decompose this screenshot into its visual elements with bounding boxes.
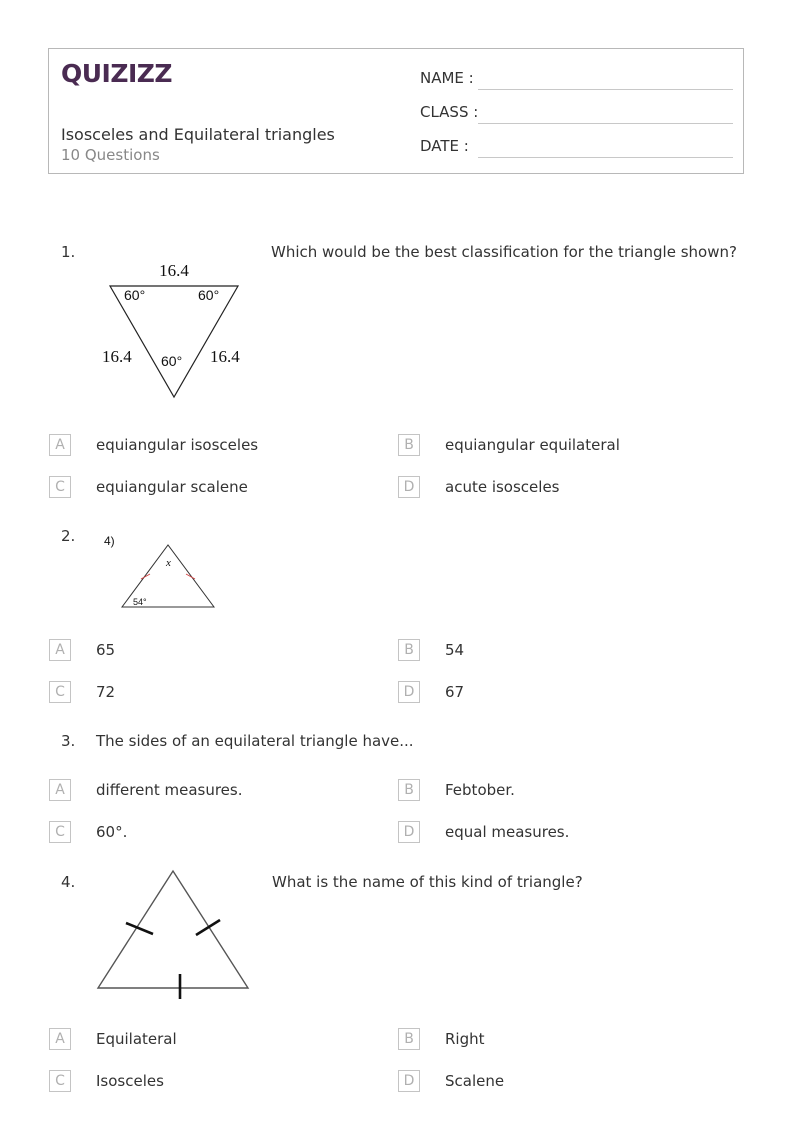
q1-option-d-letter[interactable]: D	[398, 476, 420, 498]
angle-bottom-label: 60°	[161, 353, 183, 369]
angle-top-right-label: 60°	[198, 287, 220, 303]
q2-option-d-text[interactable]: 67	[445, 683, 465, 701]
q2-option-a-letter[interactable]: A	[49, 639, 71, 661]
q3-option-c-letter[interactable]: C	[49, 821, 71, 843]
question-1-number: 1.	[61, 243, 76, 261]
q3-option-a-letter[interactable]: A	[49, 779, 71, 801]
name-line[interactable]	[478, 89, 733, 90]
problem-label: 4)	[104, 534, 115, 548]
q4-option-d-text[interactable]: Scalene	[445, 1072, 505, 1090]
question-count: 10 Questions	[61, 146, 160, 164]
question-1-figure	[95, 255, 265, 405]
q1-option-a-text[interactable]: equiangular isosceles	[96, 436, 259, 454]
date-line[interactable]	[478, 157, 733, 158]
date-label: DATE :	[420, 137, 469, 155]
right-side-tick	[196, 920, 220, 935]
class-label: CLASS :	[420, 103, 479, 121]
q2-option-b-text[interactable]: 54	[445, 641, 465, 659]
q3-option-d-letter[interactable]: D	[398, 821, 420, 843]
q3-option-b-text[interactable]: Febtober.	[445, 781, 515, 799]
q2-option-c-letter[interactable]: C	[49, 681, 71, 703]
q4-option-a-text[interactable]: Equilateral	[96, 1030, 177, 1048]
q3-option-a-text[interactable]: different measures.	[96, 781, 243, 799]
q2-option-d-letter[interactable]: D	[398, 681, 420, 703]
q1-option-a-letter[interactable]: A	[49, 434, 71, 456]
q1-option-b-letter[interactable]: B	[398, 434, 420, 456]
question-4-figure	[95, 868, 255, 1003]
angle-top-left-label: 60°	[124, 287, 146, 303]
q4-option-b-letter[interactable]: B	[398, 1028, 420, 1050]
question-1-text: Which would be the best classification for the triangle shown?	[271, 243, 737, 261]
base-angle-label: 54°	[133, 597, 147, 607]
q4-option-b-text[interactable]: Right	[445, 1030, 485, 1048]
equilateral-triangle-shape	[98, 871, 248, 988]
q1-option-c-letter[interactable]: C	[49, 476, 71, 498]
q3-option-b-letter[interactable]: B	[398, 779, 420, 801]
q4-option-c-text[interactable]: Isosceles	[96, 1072, 164, 1090]
q2-option-c-text[interactable]: 72	[96, 683, 116, 701]
question-4-number: 4.	[61, 873, 76, 891]
class-line[interactable]	[478, 123, 733, 124]
q1-option-d-text[interactable]: acute isosceles	[445, 478, 560, 496]
apex-variable: x	[166, 557, 171, 569]
q2-option-a-text[interactable]: 65	[96, 641, 116, 659]
name-label: NAME :	[420, 69, 474, 87]
question-3-number: 3.	[61, 732, 76, 750]
q3-option-d-text[interactable]: equal measures.	[445, 823, 570, 841]
question-2-figure	[100, 530, 225, 615]
q2-option-b-letter[interactable]: B	[398, 639, 420, 661]
side-top-label: 16.4	[159, 261, 189, 280]
question-2-number: 2.	[61, 527, 76, 545]
q4-option-d-letter[interactable]: D	[398, 1070, 420, 1092]
quizizz-logo: QUIZIZZ	[61, 59, 173, 88]
q4-option-a-letter[interactable]: A	[49, 1028, 71, 1050]
question-4-text: What is the name of this kind of triangle?	[272, 873, 583, 891]
q1-option-c-text[interactable]: equiangular scalene	[96, 478, 248, 496]
q1-option-b-text[interactable]: equiangular equilateral	[445, 436, 620, 454]
worksheet-header	[48, 48, 744, 174]
left-side-tick	[126, 923, 153, 934]
worksheet-title: Isosceles and Equilateral triangles	[61, 125, 335, 144]
question-3-text: The sides of an equilateral triangle have...	[96, 732, 414, 750]
q3-option-c-text[interactable]: 60°.	[96, 823, 128, 841]
side-right-label: 16.4	[210, 347, 240, 366]
q4-option-c-letter[interactable]: C	[49, 1070, 71, 1092]
side-left-label: 16.4	[102, 347, 132, 366]
